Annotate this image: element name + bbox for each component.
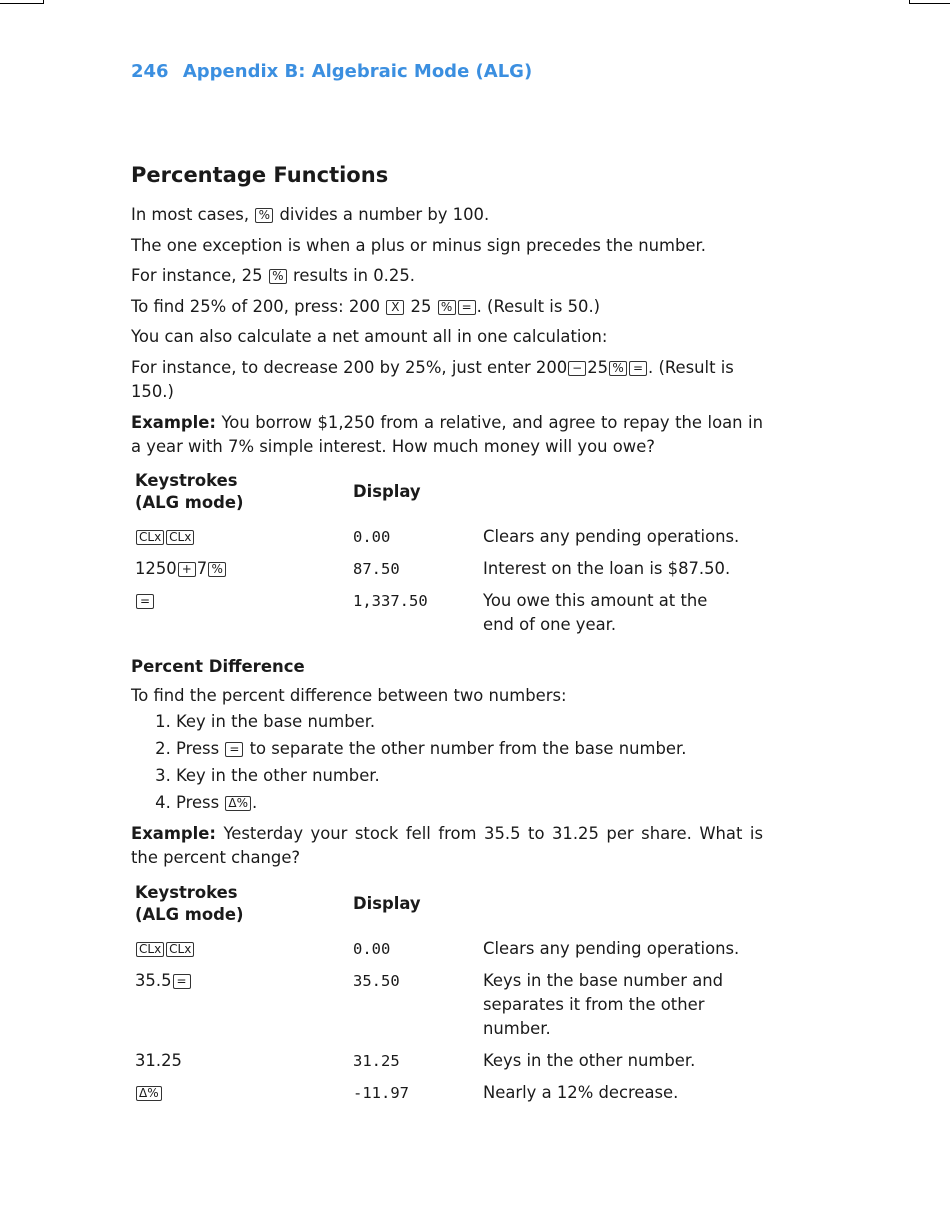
row-description: Nearly a 12% decrease. xyxy=(483,1082,679,1102)
clx-key: CLx xyxy=(166,942,194,957)
list-item: 2. Press = to separate the other number from the base number. xyxy=(176,735,763,762)
equals-key: = xyxy=(173,974,191,989)
row-description: You owe this amount at the end of one year. xyxy=(483,591,708,635)
table-row: 35.5 = 35.50 Keys in the base number and separates it from the other number. xyxy=(131,963,763,1043)
multiply-key: X xyxy=(386,300,404,315)
crop-mark-left xyxy=(0,0,44,4)
display-value: 0.00 xyxy=(353,939,391,958)
display-value: -11.97 xyxy=(353,1083,409,1102)
clx-key: CLx xyxy=(166,530,194,545)
example-label: Example: xyxy=(131,412,216,432)
row-description: Keys in the base number and separates it from the other number. xyxy=(483,970,724,1038)
display-header: Display xyxy=(353,893,421,913)
minus-key: − xyxy=(568,361,586,376)
table-row xyxy=(131,519,763,551)
plus-key: + xyxy=(178,562,196,577)
clx-key: CLx xyxy=(136,530,164,545)
delta-percent-key: Δ% xyxy=(136,1086,162,1101)
steps-list xyxy=(131,708,763,816)
equals-key: = xyxy=(225,742,243,757)
table-row: 1250 + 7 % 87.50 Interest on the loan is $87.50. xyxy=(131,551,763,583)
delta-percent-key: Δ% xyxy=(225,796,251,811)
percent-key: % xyxy=(255,208,273,223)
example-2-text: Example: Yesterday your stock fell from 35.5 to 31.25 per share. What is the percent change? xyxy=(131,824,763,868)
table-row xyxy=(131,931,763,963)
clx-key: CLx xyxy=(136,942,164,957)
page-number: 246 xyxy=(131,61,169,82)
list-item: 4. Press Δ% . xyxy=(176,789,763,816)
list-item: 1. Key in the base number. xyxy=(176,708,763,735)
percent-key: % xyxy=(438,300,456,315)
intro-line-6: For instance, to decrease 200 by 25%, just enter 200 − 25 % = . (Result is 150.) xyxy=(131,357,734,401)
row-description: Clears any pending operations. xyxy=(483,938,740,958)
intro-line-2: The one exception is when a plus or minus sign precedes the number. xyxy=(131,235,706,255)
row-description: Clears any pending operations. xyxy=(483,527,740,547)
example-2-table xyxy=(131,877,763,1107)
percent-key: % xyxy=(269,269,287,284)
example-1-table xyxy=(131,465,763,639)
display-value: 0.00 xyxy=(353,528,391,547)
display-value: 31.25 xyxy=(353,1051,400,1070)
example-label: Example: xyxy=(131,824,216,844)
equals-key: = xyxy=(629,361,647,376)
intro-line-3: For instance, 25 % results in 0.25. xyxy=(131,266,415,286)
equals-key: = xyxy=(458,300,476,315)
table-row xyxy=(131,583,763,639)
display-header: Display xyxy=(353,482,421,502)
keystrokes-header: Keystrokes (ALG mode) xyxy=(135,471,244,513)
intro-line-1: In most cases, % divides a number by 100. xyxy=(131,205,490,224)
keystrokes-header: Keystrokes (ALG mode) xyxy=(135,882,244,924)
running-header xyxy=(131,58,763,86)
example-1-text: Example: You borrow $1,250 from a relative, and agree to repay the loan in a year with 7% simple interest. How much money will you owe? xyxy=(131,412,763,456)
display-value: 35.50 xyxy=(353,971,400,990)
display-value: 87.50 xyxy=(353,560,400,579)
equals-key: = xyxy=(136,594,154,609)
percent-key: % xyxy=(609,361,627,376)
intro-line-4: To find 25% of 200, press: 200 X 25 % = . (Result is 50.) xyxy=(131,296,601,316)
table-row xyxy=(131,1075,763,1107)
crop-mark-right xyxy=(909,0,950,4)
intro-line-5: You can also calculate a net amount all in one calculation: xyxy=(131,327,608,347)
page-content xyxy=(131,58,763,1107)
row-description: Interest on the loan is $87.50. xyxy=(483,559,731,579)
section-title: Percentage Functions xyxy=(131,163,389,187)
percent-key: % xyxy=(208,562,226,577)
subsection-title: Percent Difference xyxy=(131,657,305,677)
row-description: Keys in the other number. xyxy=(483,1050,696,1070)
display-value: 1,337.50 xyxy=(353,592,428,611)
list-item: 3. Key in the other number. xyxy=(176,762,763,789)
table-row: 31.25 31.25 Keys in the other number. xyxy=(131,1043,763,1075)
steps-intro: To find the percent difference between two numbers: xyxy=(131,686,567,706)
chapter-title: Appendix B: Algebraic Mode (ALG) xyxy=(182,61,533,82)
